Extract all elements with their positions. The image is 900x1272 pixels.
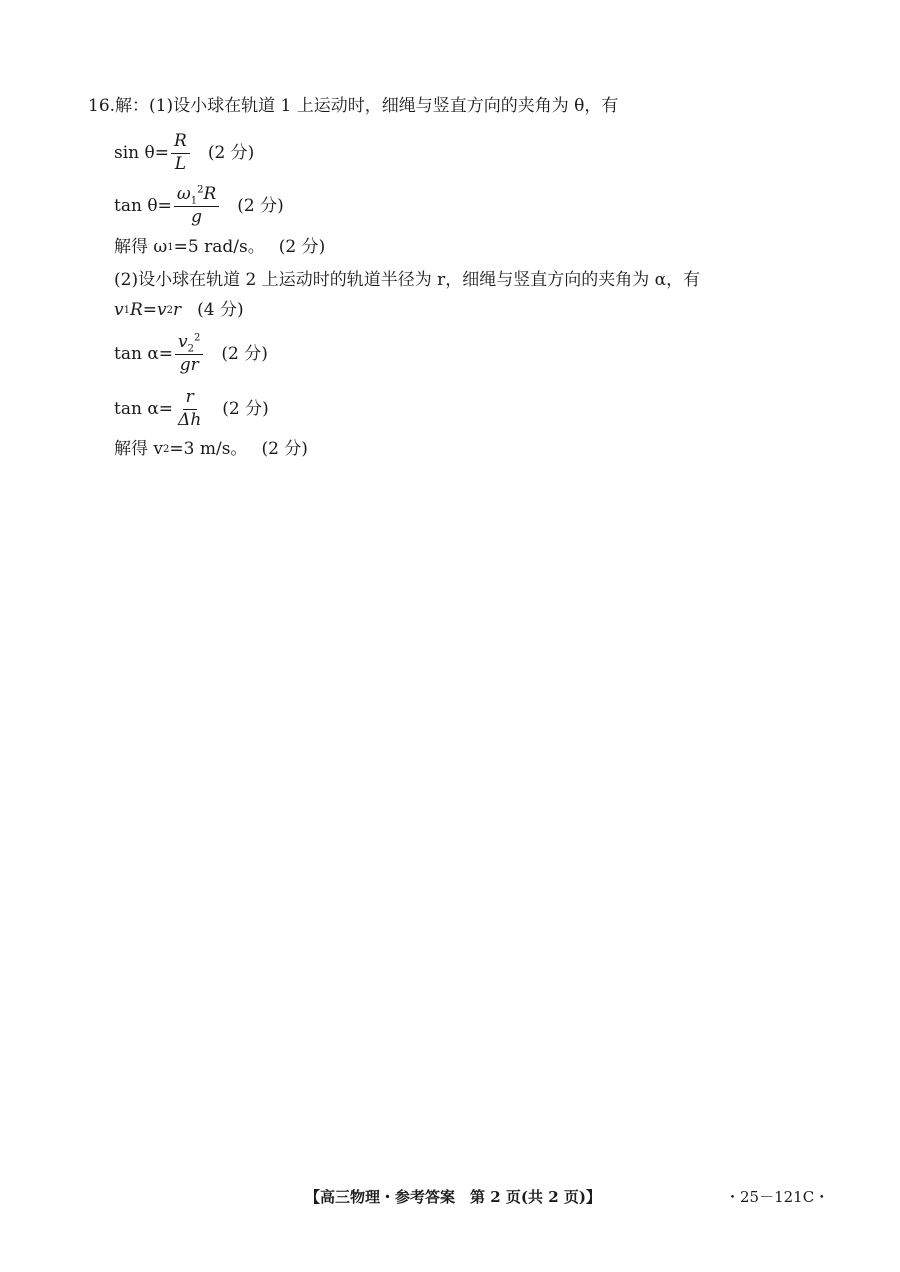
fraction-numerator: r <box>183 389 197 410</box>
result-omega: 解得 ω 1 =5 rad/s。 (2 分) <box>114 237 326 257</box>
fraction-denominator: g <box>191 206 202 227</box>
result-value: =3 m/s。 <box>169 439 248 459</box>
v-symbol: v <box>114 300 124 320</box>
score-label: (2 分) <box>221 343 268 364</box>
part1-intro: 解：(1)设小球在轨道 1 上运动时，细绳与竖直方向的夹角为 θ，有 <box>115 96 619 116</box>
fraction-denominator: gr <box>179 354 199 375</box>
fraction <box>175 334 203 375</box>
score-label: (2 分) <box>222 398 269 419</box>
equation-sin-theta <box>114 133 254 174</box>
subscript: 2 <box>187 343 195 355</box>
result-text: 解得 ω <box>114 237 168 257</box>
equation-velocity-ratio: v 1 R=v 2 r (4 分) <box>114 300 244 320</box>
fraction-denominator: Δh <box>178 409 202 430</box>
footer-title: 【高三物理・参考答案 第 2 页(共 2 页)】 <box>305 1188 601 1206</box>
result-text: 解得 v <box>114 439 164 459</box>
score-label: (2 分) <box>261 439 308 459</box>
result-velocity: 解得 v 2 =3 m/s。 (2 分) <box>114 439 308 459</box>
part2-intro: (2)设小球在轨道 2 上运动时的轨道半径为 r，细绳与竖直方向的夹角为 α，有 <box>114 270 701 290</box>
problem-16-header <box>88 98 618 115</box>
equation-lhs: sin θ= <box>114 142 169 163</box>
subscript: 1 <box>190 195 198 207</box>
superscript: 2 <box>194 332 201 344</box>
fraction <box>171 133 190 174</box>
equation-lhs: tan α= <box>114 398 174 419</box>
equation-lhs: tan θ= <box>114 195 172 216</box>
fraction-denominator: L <box>174 153 187 174</box>
equation-lhs: tan α= <box>114 343 174 364</box>
score-label: (2 分) <box>237 195 284 216</box>
problem-number: 16. <box>88 96 116 116</box>
score-label: (2 分) <box>278 237 326 257</box>
superscript: 2 <box>197 184 204 196</box>
fraction-numerator <box>174 186 219 207</box>
fraction <box>175 389 204 430</box>
radius-symbol: R <box>203 184 217 204</box>
fraction <box>174 186 219 227</box>
equation-tan-theta <box>114 186 284 227</box>
score-label: (2 分) <box>207 142 255 163</box>
fraction-numerator <box>175 334 203 355</box>
equation-middle: R=v <box>129 300 167 320</box>
footer-code: ・25－121C・ <box>725 1188 830 1206</box>
result-value: =5 rad/s。 <box>173 237 265 257</box>
fraction-numerator: R <box>171 133 190 154</box>
v-symbol: v <box>178 332 188 352</box>
omega-symbol: ω <box>176 184 191 204</box>
equation-tan-alpha-velocity <box>114 334 268 375</box>
equation-tan-alpha-height <box>114 389 269 430</box>
score-label: (4 分) <box>197 300 244 320</box>
r-symbol: r <box>173 300 182 320</box>
